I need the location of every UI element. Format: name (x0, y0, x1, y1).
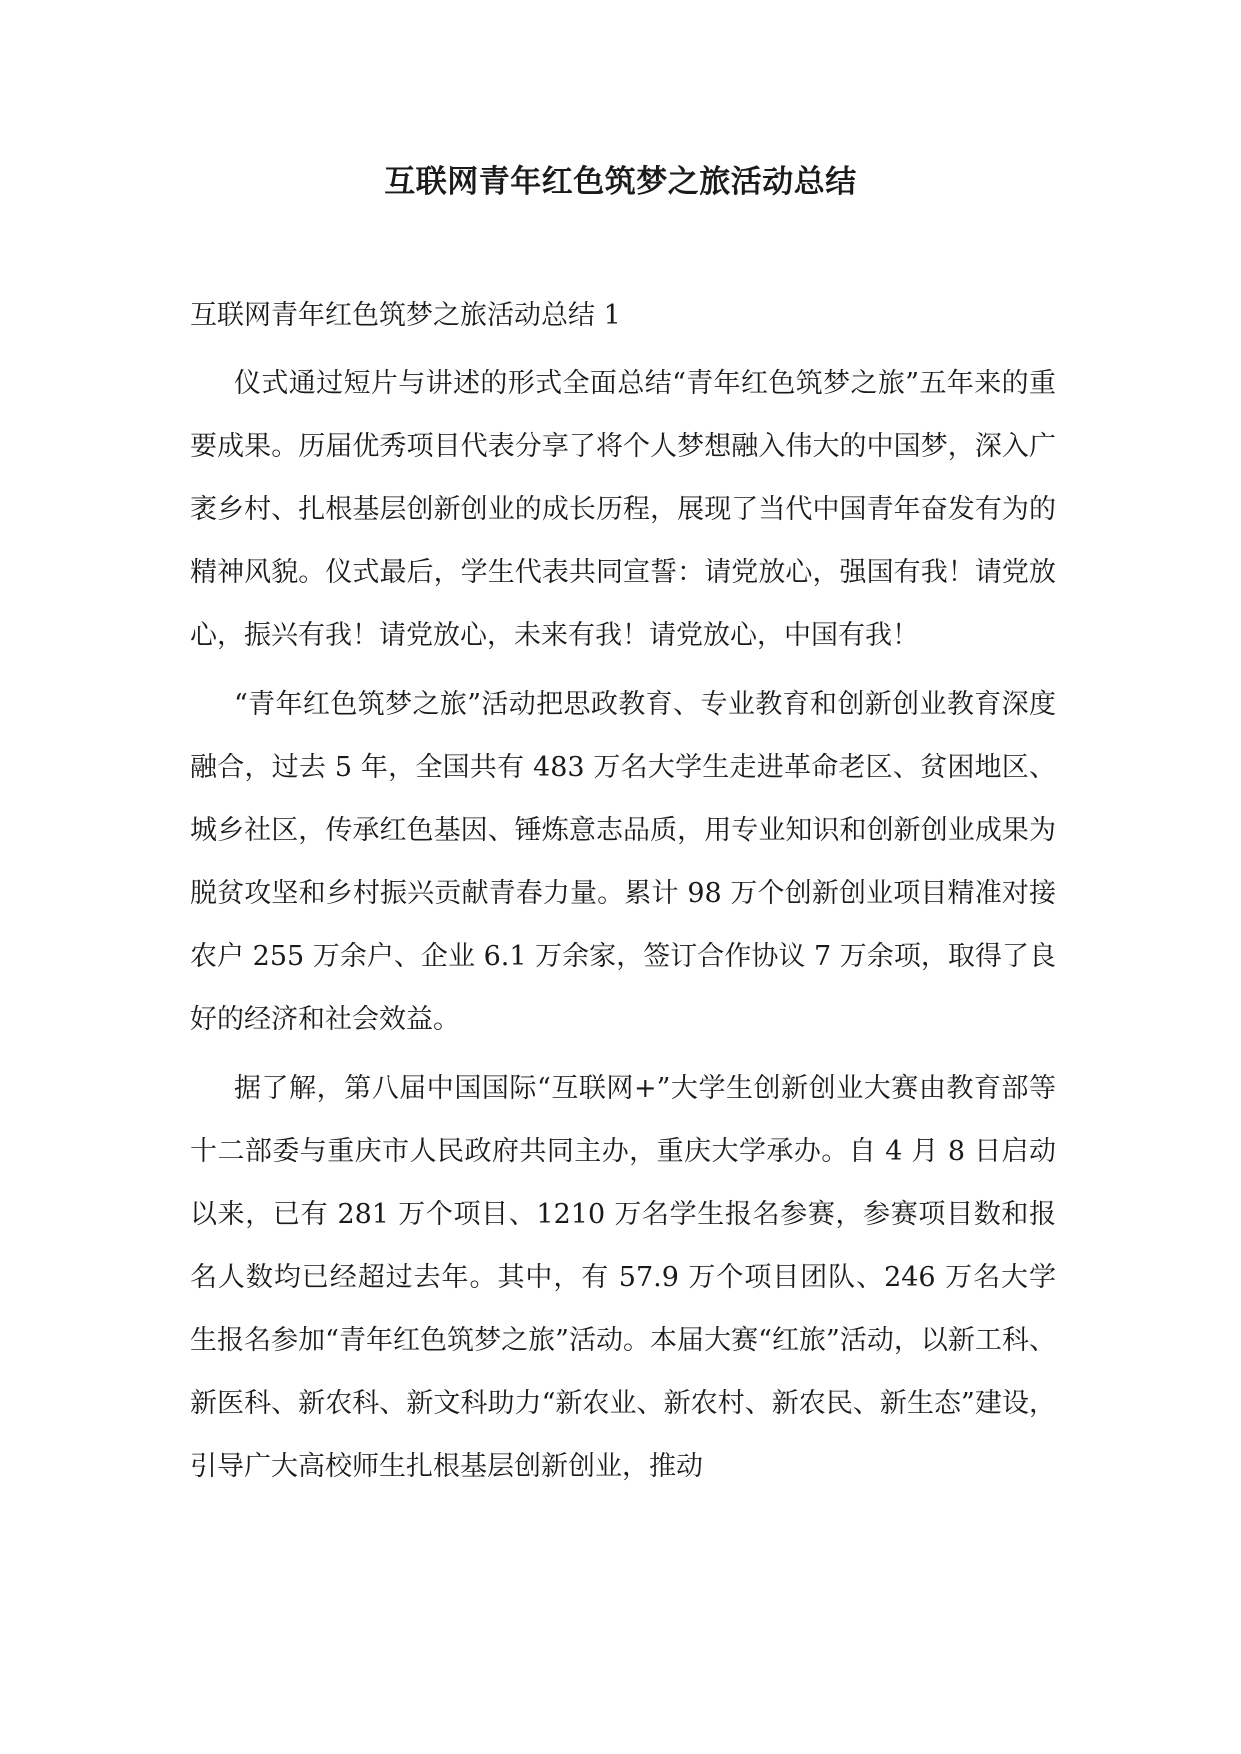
document-body (190, 284, 1056, 1504)
document-title: 互联网青年红色筑梦之旅活动总结 (384, 164, 857, 200)
paragraph-1: 仪式通过短片与讲述的形式全面总结“青年红色筑梦之旅”五年来的重要成果。历届优秀项目代表分享了将个人梦想融入伟大的中国梦，深入广袤乡村、扎根基层创新创业的成长历程，展现了当代中国青年奋发有为的精神风貌。仪式最后，学生代表共同宣誓：请党放心，强国有我！请党放心，振兴有我！请党放心，未来有我！请党放心，中国有我！ (190, 368, 1056, 651)
paragraph-2: “青年红色筑梦之旅”活动把思政教育、专业教育和创新创业教育深度融合，过去 5 年，全国共有 483 万名大学生走进革命老区、贫困地区、城乡社区，传承红色基因、锤炼意志品质，用专业知识和创新创业成果为脱贫攻坚和乡村振兴贡献青春力量。累计 98 万个创新创业项目精准对接农户 255 万余户、企业 6.1 万余家，签订合作协议 7 万余项，取得了良好的经济和社会效益。 (190, 689, 1056, 1035)
paragraph-3: 据了解，第八届中国国际“互联网+”大学生创新创业大赛由教育部等十二部委与重庆市人民政府共同主办，重庆大学承办。自 4 月 8 日启动以来，已有 281 万个项目、1210 万名学生报名参赛，参赛项目数和报名人数均已经超过去年。其中，有 57.9 万个项目团队、246 万名大学生报名参加“青年红色筑梦之旅”活动。本届大赛“红旅”活动，以新工科、新医科、新农科、新文科助力“新农业、新农村、新农民、新生态”建设，引导广大高校师生扎根基层创新创业，推动 (190, 1073, 1056, 1482)
section-heading: 互联网青年红色筑梦之旅活动总结 1 (190, 300, 621, 331)
